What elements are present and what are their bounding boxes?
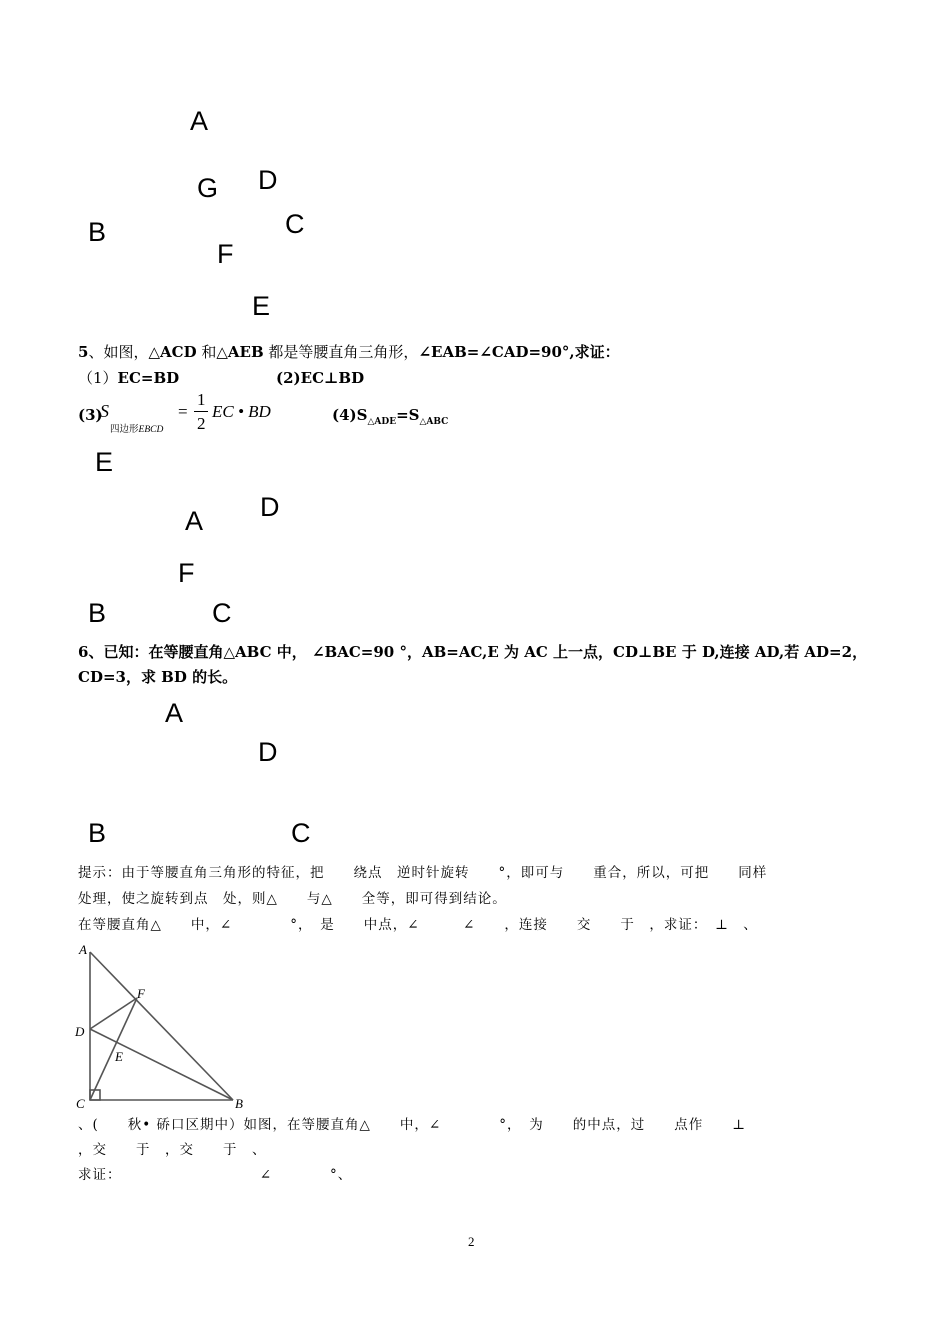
- label-c: C: [285, 209, 305, 239]
- q5-part4-sub2: △ABC: [419, 417, 449, 427]
- label-b: B: [88, 217, 107, 247]
- tail-line3: 求证： ∠ °、: [78, 1167, 353, 1183]
- figure-q7: [70, 940, 260, 1115]
- q5-part3-frac-bar: [194, 411, 208, 412]
- label-b: B: [88, 818, 107, 848]
- q5-and: 和: [196, 343, 217, 361]
- q5-triangle-acd: △ACD: [148, 343, 197, 361]
- q5-part3-number: (3): [78, 406, 103, 424]
- q5-part4-equals: =: [396, 406, 409, 424]
- label-e: E: [115, 1049, 123, 1064]
- q5-part4-s1: S: [356, 406, 368, 424]
- segment-ab: [90, 952, 233, 1100]
- q5-part3-frac-den: 2: [197, 414, 206, 433]
- label-d: D: [258, 165, 278, 195]
- q5-part3-sub-cn: 四边形: [110, 424, 139, 435]
- label-b: B: [235, 1096, 243, 1111]
- label-f: F: [178, 558, 195, 588]
- q6-number: 6: [78, 643, 89, 661]
- q5-angles: ∠EAB=∠CAD=90°: [418, 343, 570, 361]
- tail-line1: 、( 秋• 硚口区期中）如图，在等腰直角△ 中，∠ °， 为 的中点，过 点作 ⊥: [78, 1117, 746, 1133]
- q5-part3-subscript: [110, 421, 163, 435]
- q5-part4-sub1: △ADE: [367, 417, 397, 427]
- label-d: D: [260, 492, 280, 522]
- label-c: C: [76, 1096, 85, 1111]
- q5-triangle-aeb: △AEB: [216, 343, 264, 361]
- label-a: A: [165, 698, 184, 728]
- label-g: G: [197, 173, 219, 203]
- hint-line2: 处理，使之旋转到点 处，则△ 与△ 全等，即可得到结论。: [78, 891, 507, 907]
- label-c: C: [212, 598, 232, 628]
- tail-line2: ，交 于 ，交 于 、: [78, 1142, 267, 1158]
- q5-part3-sub-it: EBCD: [138, 425, 164, 435]
- q5-part3-frac-num: 1: [197, 390, 206, 409]
- q5-part4-s2: S: [408, 406, 420, 424]
- q5-part1: [78, 368, 179, 388]
- q5-prove: ,求证：: [569, 343, 620, 361]
- hint-line3: 在等腰直角△ 中，∠ °， 是 中点，∠ ∠ ，连接 交 于 ，求证： ⊥ 、: [78, 917, 758, 933]
- segment-db: [90, 1029, 233, 1100]
- label-e: E: [95, 447, 114, 477]
- label-c: C: [291, 818, 311, 848]
- q5-rest: 都是等腰直角三角形，: [263, 343, 419, 361]
- q6-line1: 、已知：在等腰直角△ABC 中， ∠BAC=90 °，AB=AC,E 为 AC 上一点，CD⊥BE 于 D,连接 AD,若 AD=2，: [88, 643, 868, 661]
- page-number: 2: [468, 1234, 475, 1249]
- q5-part1-number: （1）: [78, 369, 118, 387]
- q5-part3-s: S: [100, 401, 109, 421]
- q5-part2: (2)EC⊥BD: [276, 369, 365, 387]
- label-a: A: [190, 106, 209, 136]
- label-a: A: [185, 506, 204, 536]
- label-f: F: [217, 239, 234, 269]
- q5-statement: [78, 342, 620, 362]
- q5-number: 5: [78, 343, 89, 361]
- hint-line1: 提示：由于等腰直角三角形的特征，把 绕点 逆时针旋转 °，即可与 重合，所以，可把 同样: [78, 865, 768, 881]
- q5-part1-text: EC=BD: [117, 369, 180, 387]
- label-d: D: [75, 1024, 85, 1039]
- q5-part4-number: (4): [332, 406, 357, 424]
- label-f: F: [137, 986, 145, 1001]
- q5-part4: [332, 405, 448, 432]
- q5-part3-rhs: EC • BD: [212, 402, 271, 421]
- q6-line2: CD=3，求 BD 的长。: [78, 668, 238, 686]
- label-b: B: [88, 598, 107, 628]
- q6-statement: [78, 642, 867, 662]
- label-e: E: [252, 291, 271, 321]
- q5-intro: 、如图，: [88, 343, 149, 361]
- label-d: D: [258, 737, 278, 767]
- q5-part3-equals: =: [178, 402, 188, 421]
- label-a: A: [79, 942, 87, 957]
